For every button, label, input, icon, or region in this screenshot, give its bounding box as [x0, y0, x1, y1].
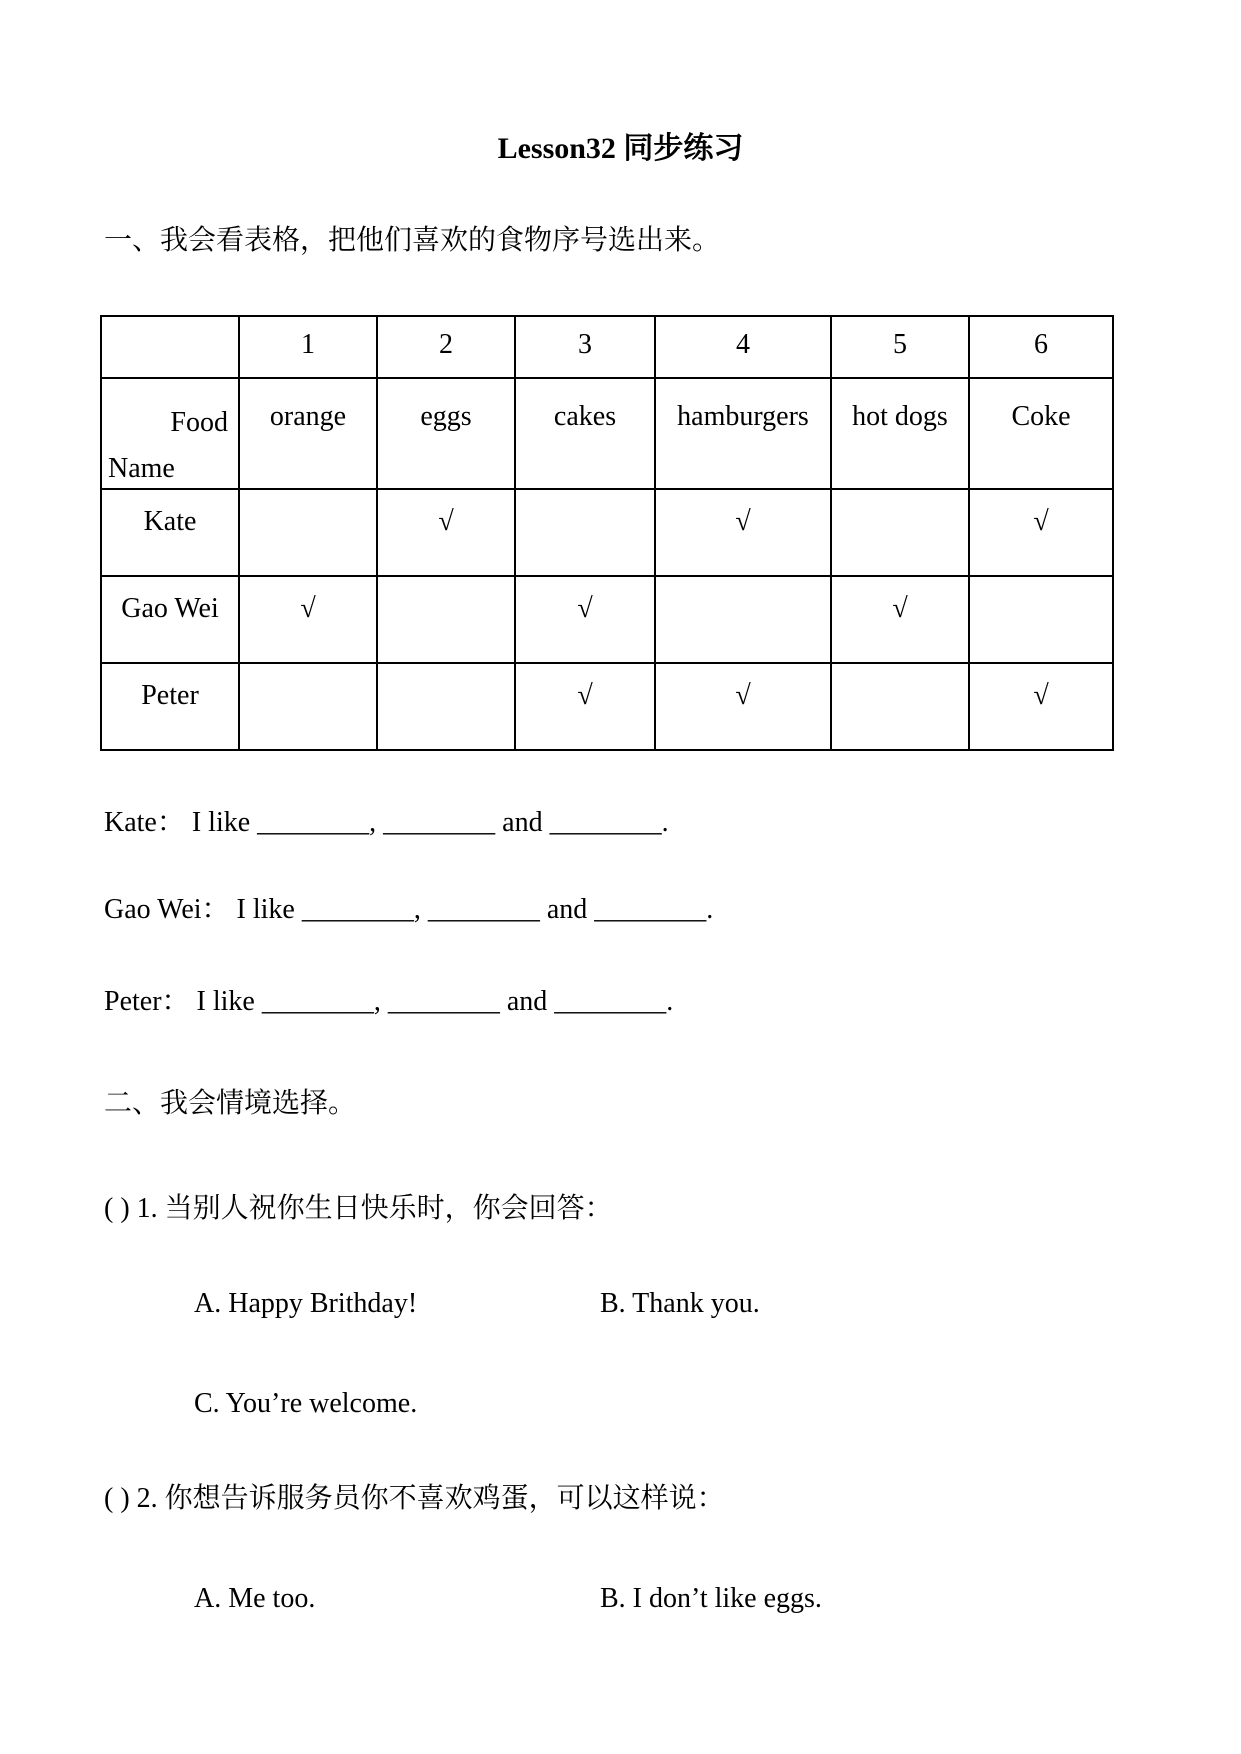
- food-coke: Coke: [969, 378, 1113, 489]
- check-cell: √: [239, 576, 377, 663]
- question-2-option-b: B. I don’t like eggs.: [600, 1583, 822, 1615]
- check-cell: [239, 489, 377, 576]
- question-2-stem: ( ) 2. 你想告诉服务员你不喜欢鸡蛋，可以这样说：: [104, 1483, 725, 1515]
- check-cell: √: [655, 489, 831, 576]
- check-cell: [377, 576, 515, 663]
- fill-in-sentence-peter: Peter： I like ________, ________ and ________.: [104, 986, 674, 1018]
- table-row-foods: [101, 378, 1113, 489]
- check-cell: [515, 489, 655, 576]
- table-row-kate: [101, 489, 1113, 576]
- check-cell: √: [969, 489, 1113, 576]
- check-cell: [377, 663, 515, 750]
- food-preference-table: [100, 315, 1114, 751]
- fill-in-sentence-gao-wei: Gao Wei： I like ________, ________ and ________.: [104, 893, 714, 925]
- check-cell: [655, 576, 831, 663]
- column-number-5: 5: [831, 316, 969, 378]
- table-row-peter: [101, 663, 1113, 750]
- check-cell: √: [831, 576, 969, 663]
- person-name-kate: Kate: [101, 489, 239, 576]
- food-hot-dogs: hot dogs: [831, 378, 969, 489]
- section2-heading: 二、我会情境选择。: [104, 1088, 357, 1120]
- person-name-peter: Peter: [101, 663, 239, 750]
- food-name-line1: Food: [170, 407, 228, 439]
- fill-in-sentence-kate: Kate： I like ________, ________ and ________.: [104, 806, 669, 838]
- question-2-option-a: A. Me too.: [194, 1583, 316, 1615]
- food-eggs: eggs: [377, 378, 515, 489]
- question-1-stem: ( ) 1. 当别人祝你生日快乐时，你会回答：: [104, 1193, 613, 1225]
- table-row-numbers: [101, 316, 1113, 378]
- column-number-6: 6: [969, 316, 1113, 378]
- column-number-3: 3: [515, 316, 655, 378]
- column-number-4: 4: [655, 316, 831, 378]
- corner-cell: [101, 316, 239, 378]
- question-1-option-c: C. You’re welcome.: [194, 1387, 418, 1419]
- question-1-option-b: B. Thank you.: [600, 1287, 760, 1319]
- food-name-header-cell: [101, 378, 239, 489]
- check-cell: [239, 663, 377, 750]
- question-1-option-a: A. Happy Brithday!: [194, 1287, 418, 1319]
- check-cell: √: [515, 663, 655, 750]
- food-hamburgers: hamburgers: [655, 378, 831, 489]
- food-cakes: cakes: [515, 378, 655, 489]
- check-cell: √: [377, 489, 515, 576]
- person-name-gao-wei: Gao Wei: [101, 576, 239, 663]
- column-number-1: 1: [239, 316, 377, 378]
- check-cell: [969, 576, 1113, 663]
- page-title: Lesson32 同步练习: [497, 132, 744, 165]
- food-orange: orange: [239, 378, 377, 489]
- food-name-line2: Name: [108, 453, 175, 485]
- table-row-gao-wei: [101, 576, 1113, 663]
- check-cell: √: [969, 663, 1113, 750]
- check-cell: √: [655, 663, 831, 750]
- question-1-options-row: [194, 1285, 1241, 1323]
- check-cell: [831, 489, 969, 576]
- question-2-options-row: [194, 1580, 1241, 1618]
- section1-heading: 一、我会看表格，把他们喜欢的食物序号选出来。: [104, 224, 721, 256]
- column-number-2: 2: [377, 316, 515, 378]
- check-cell: √: [515, 576, 655, 663]
- check-cell: [831, 663, 969, 750]
